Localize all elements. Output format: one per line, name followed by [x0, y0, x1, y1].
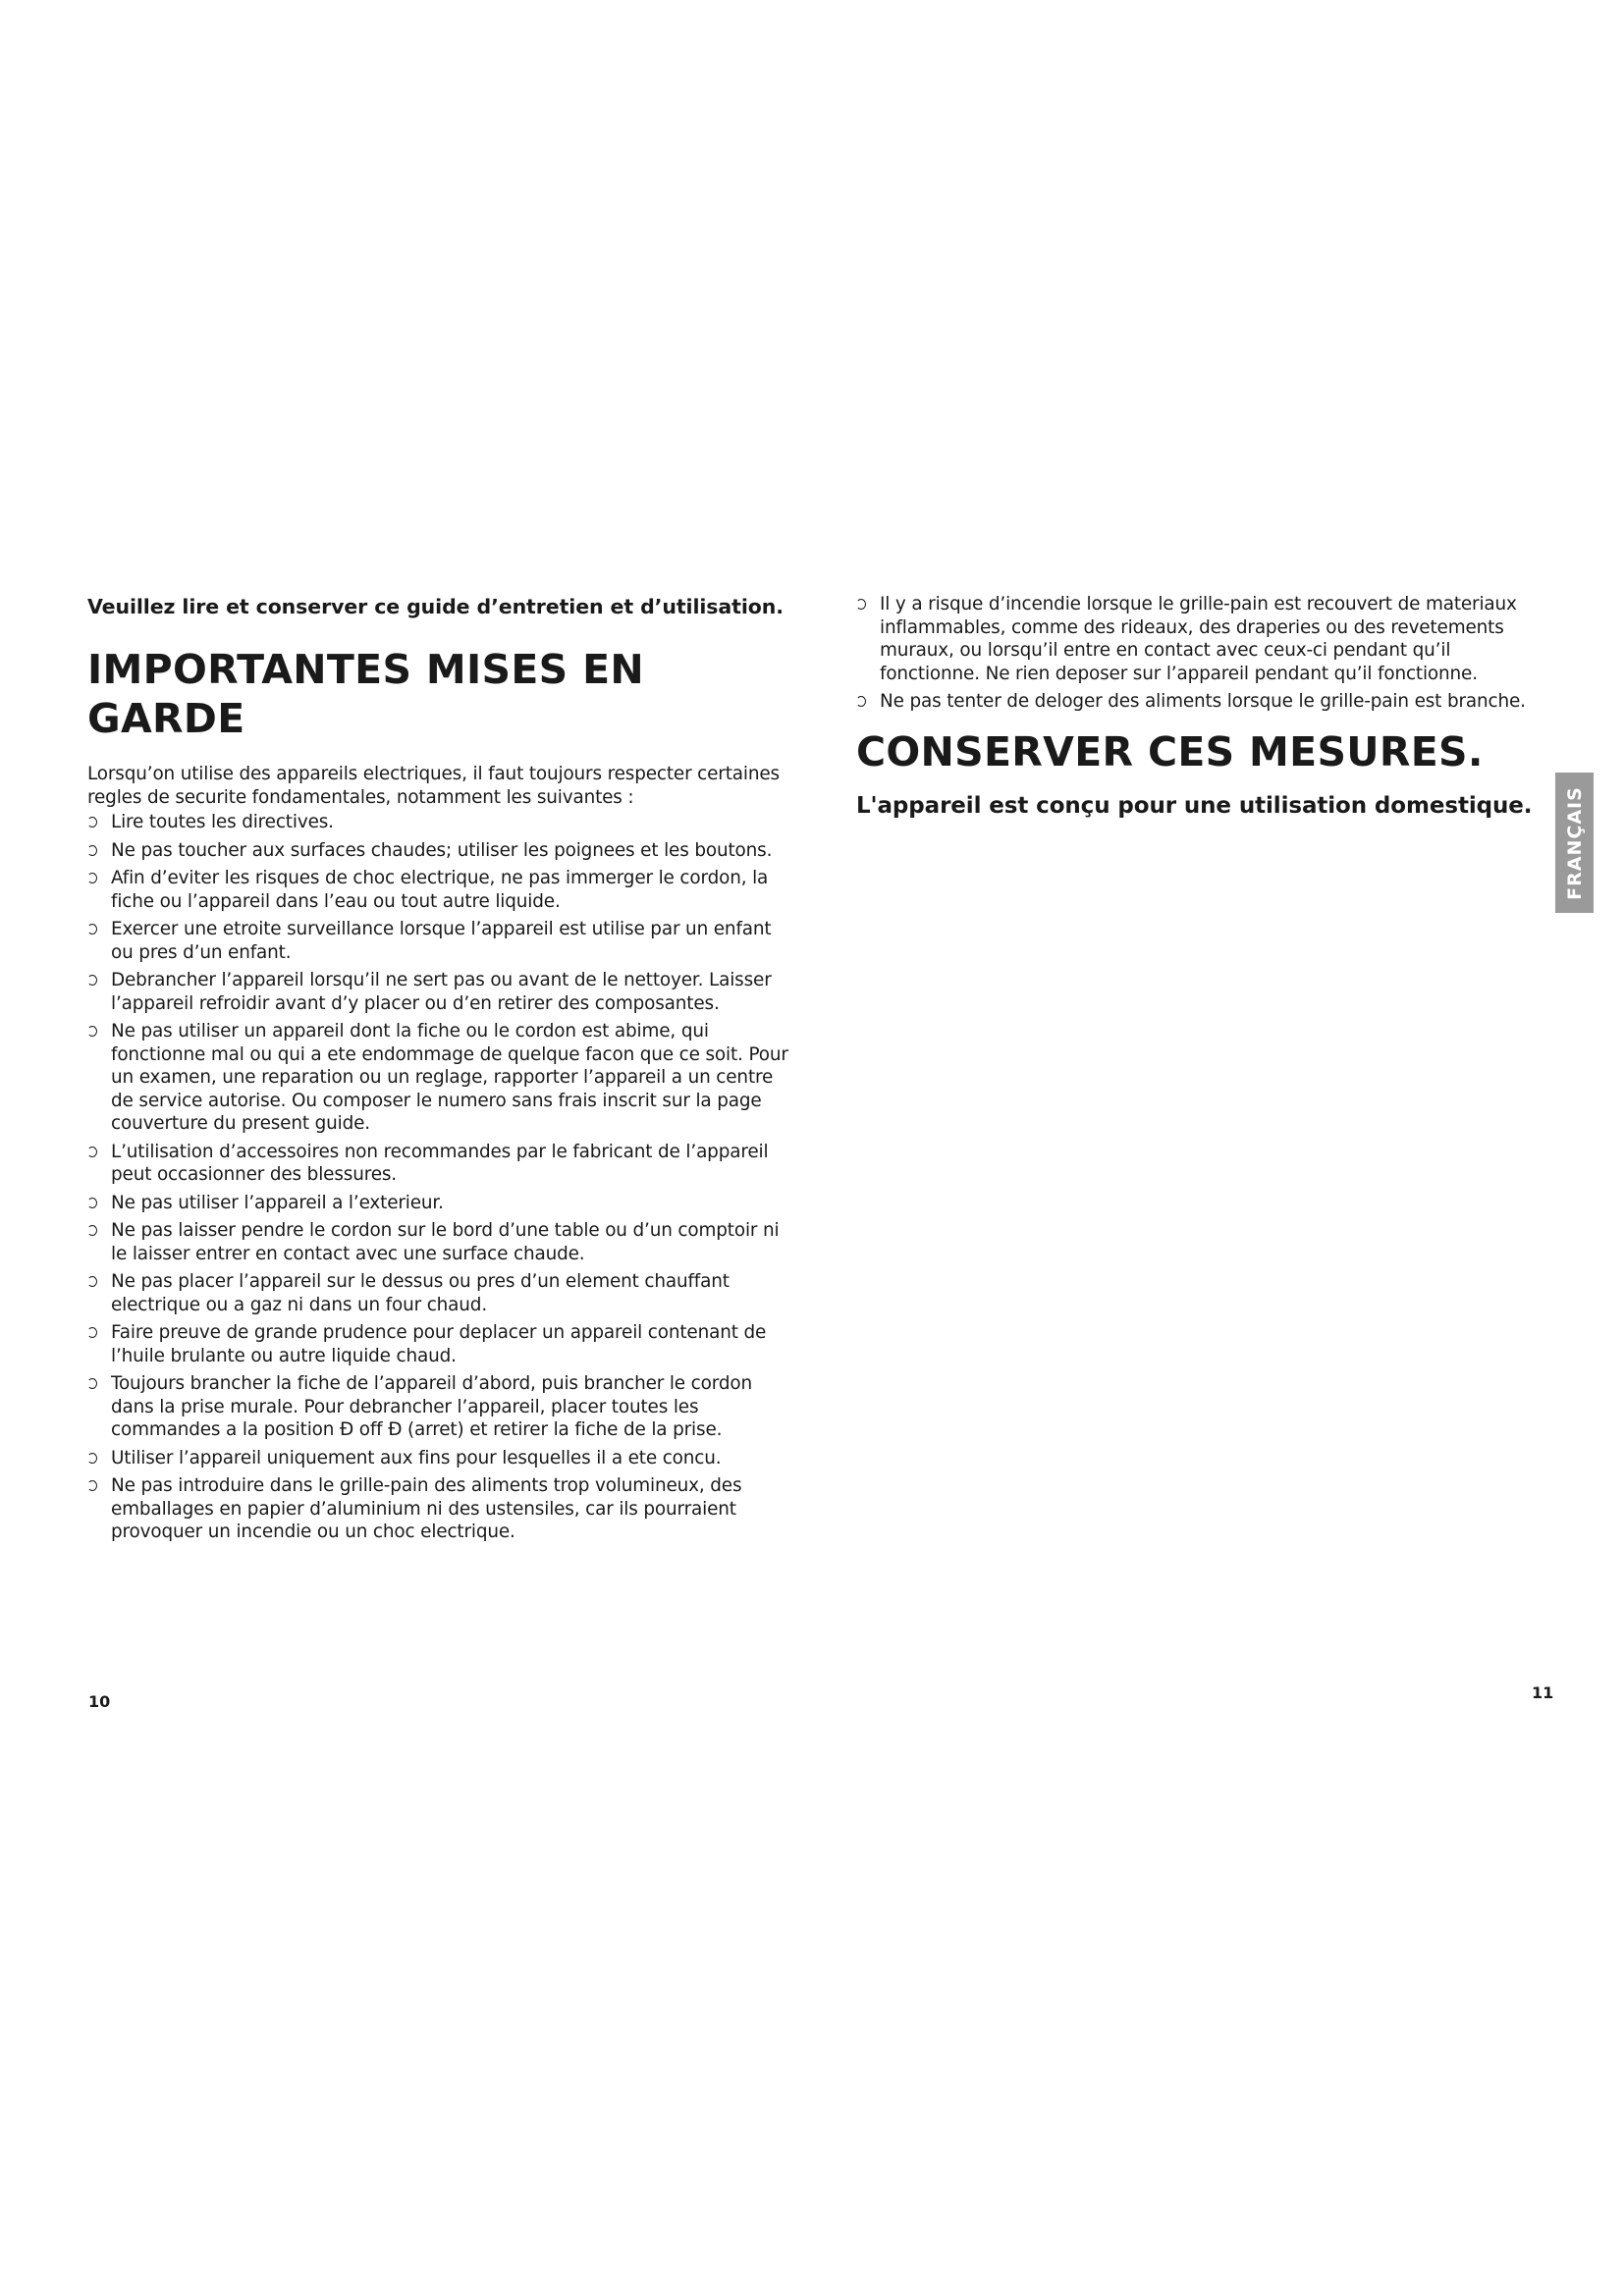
lead-paragraph: Lorsqu’on utilise des appareils electriques, il faut toujours respecter certaines regles de securite fondamentales, notamment les suivantes : [87, 764, 780, 808]
bullet-icon [87, 1026, 97, 1037]
list-item [87, 918, 794, 964]
left-page-column [87, 593, 794, 1549]
language-tab [1555, 773, 1594, 913]
bullet-icon [87, 1480, 97, 1491]
domestic-use-note: L'appareil est conçu pour une utilisation domestique. [856, 792, 1533, 819]
intro-line: Veuillez lire et conserver ce guide d’entretien et d’utilisation. [87, 595, 784, 618]
list-item-text: Debrancher l’appareil lorsqu’il ne sert pas ou avant de le nettoyer. Laisser l’appareil refroidir avant d’y placer ou d’en retirer des composantes. [111, 970, 772, 1014]
list-item [87, 1020, 794, 1136]
right-page-column [856, 593, 1534, 821]
bullet-icon [87, 817, 97, 828]
list-item-text: Toujours brancher la fiche de l’appareil d’abord, puis brancher le cordon dans la prise murale. Pour debrancher l’appareil, placer toutes les commandes a la position Ð off Ð (arret) et retirer la fiche de la prise. [111, 1373, 752, 1440]
bullet-icon [87, 975, 97, 986]
bullet-icon [87, 924, 97, 934]
list-item [87, 969, 794, 1015]
save-measures-title: CONSERVER CES MESURES. [856, 727, 1484, 775]
page-title: IMPORTANTES MISES EN GARDE [87, 646, 645, 742]
list-item-text: Utiliser l’appareil uniquement aux fins pour lesquelles il a ete concu. [111, 1447, 722, 1468]
bullet-icon [87, 1327, 97, 1338]
list-item-text: Ne pas utiliser un appareil dont la fiche ou le cordon est abime, qui fonctionne mal ou qui a ete endommage de quelque facon que ce soit. Pour un examen, une reparation ou un reglage, rapporter l’appareil a un centre de service autorise. Ou composer le numero sans frais inscrit sur la page couverture du present guide. [111, 1021, 788, 1134]
bullet-icon [87, 1198, 97, 1208]
bullet-icon [87, 1147, 97, 1157]
list-item-text: Ne pas tenter de deloger des aliments lorsque le grille-pain est branche. [880, 691, 1526, 712]
bullet-icon [87, 1225, 97, 1236]
list-item-text: Ne pas introduire dans le grille-pain des aliments trop volumineux, des emballages en papier d’aluminium ni des ustensiles, car ils pourraient provoquer un incendie ou un choc electrique. [111, 1475, 742, 1542]
bullet-icon [87, 1378, 97, 1389]
list-item [87, 1192, 794, 1215]
list-item-text: Ne pas utiliser l’appareil a l’exterieur. [111, 1192, 444, 1213]
list-item [87, 1270, 794, 1316]
list-item [87, 1321, 794, 1367]
list-item-text: Exercer une etroite surveillance lorsque l’appareil est utilise par un enfant ou pres d’un enfant. [111, 919, 772, 963]
bullet-icon [87, 1453, 97, 1464]
list-item [87, 811, 794, 834]
page-number-right: 11 [1532, 1683, 1554, 1702]
list-item-text: Ne pas laisser pendre le cordon sur le bord d’une table ou d’un comptoir ni le laisser entrer en contact avec une surface chaude. [111, 1220, 780, 1264]
list-item-text: Lire toutes les directives. [111, 812, 334, 832]
list-item-text: Faire preuve de grande prudence pour deplacer un appareil contenant de l’huile brulante ou autre liquide chaud. [111, 1322, 767, 1366]
page-number-left: 10 [88, 1692, 111, 1711]
language-tab-label: FRANÇAIS [1563, 785, 1586, 900]
list-item [856, 593, 1534, 685]
list-item-text: L’utilisation d’accessoires non recommandes par le fabricant de l’appareil peut occasionner des blessures. [111, 1141, 769, 1185]
list-item-text: Ne pas placer l’appareil sur le dessus ou pres d’un element chauffant electrique ou a gaz ni dans un four chaud. [111, 1271, 730, 1315]
list-item-text: Il y a risque d’incendie lorsque le grille-pain est recouvert de materiaux inflammables, comme des rideaux, des draperies ou des revetements muraux, ou lorsqu’il entre en contact avec ceux-ci pendant qu’il fonctionne. Ne rien deposer sur l’appareil pendant qu’il fonctionne. [880, 594, 1517, 684]
list-item [87, 1372, 794, 1442]
list-item [87, 1219, 794, 1265]
list-item-text: Ne pas toucher aux surfaces chaudes; utiliser les poignees et les boutons. [111, 839, 773, 861]
bullet-icon [87, 873, 97, 883]
safety-list-continued [856, 593, 1534, 714]
list-item-text: Afin d’eviter les risques de choc electrique, ne pas immerger le cordon, la fiche ou l’appareil dans l’eau ou tout autre liquide. [111, 868, 769, 912]
list-item [87, 1141, 794, 1187]
list-item [87, 1447, 794, 1470]
list-item [87, 839, 794, 863]
list-item [87, 1474, 794, 1544]
bullet-icon [87, 1276, 97, 1287]
bullet-icon [87, 845, 97, 856]
bullet-icon [856, 696, 866, 707]
list-item [87, 867, 794, 913]
list-item [856, 690, 1534, 714]
bullet-icon [856, 599, 866, 610]
safety-list [87, 811, 794, 1544]
